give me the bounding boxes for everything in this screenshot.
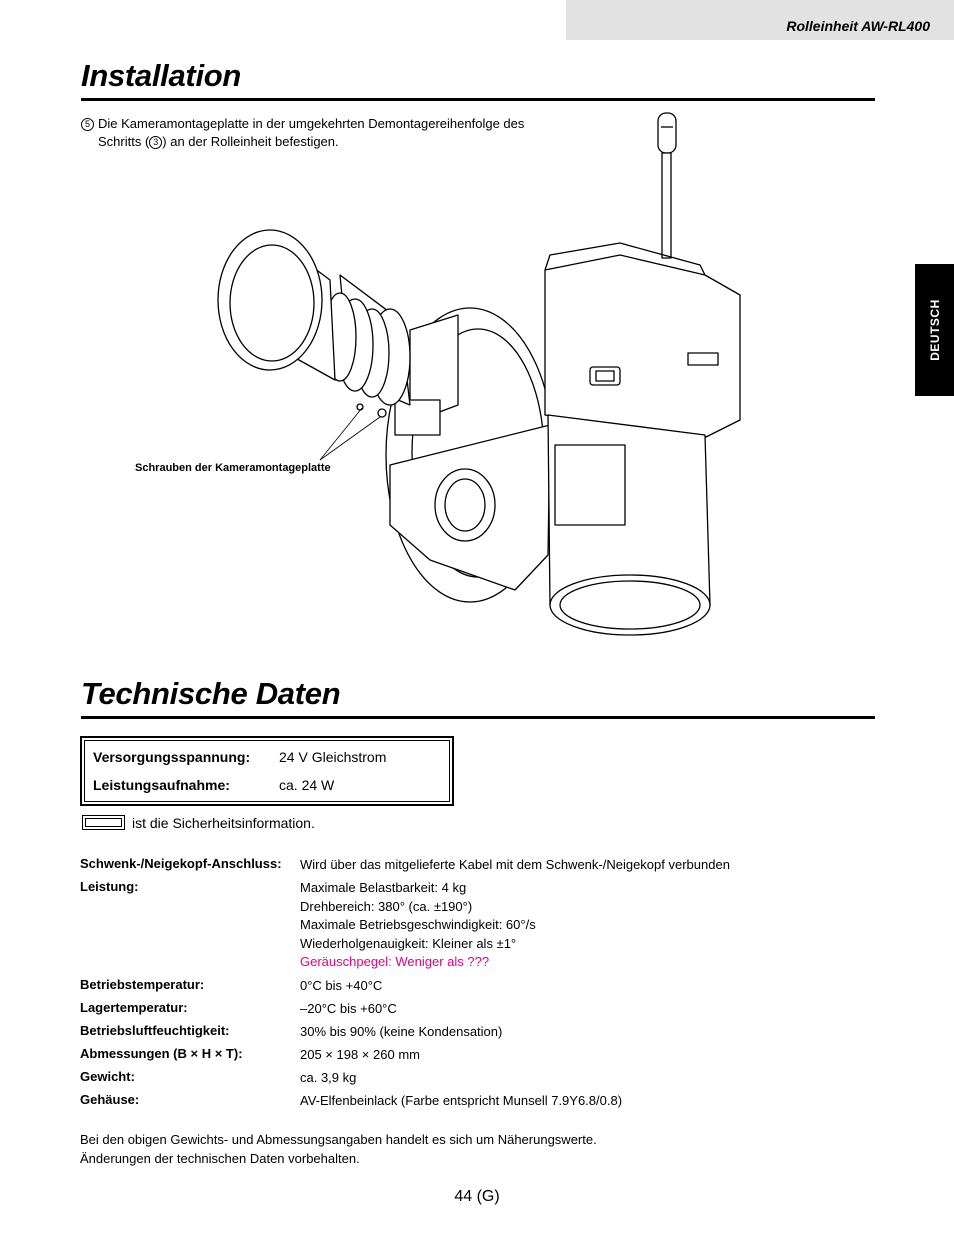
step-text-2a: Schritts ( bbox=[98, 134, 150, 149]
spec-row bbox=[80, 856, 880, 879]
screw-callout-label: Schrauben der Kameramontageplatte bbox=[135, 462, 331, 474]
technical-data-heading: Technische Daten bbox=[81, 676, 341, 711]
installation-heading: Installation bbox=[81, 58, 242, 93]
safety-label: Leistungsaufnahme: bbox=[93, 777, 230, 793]
spec-value: Drehbereich: 380° (ca. ±190°) bbox=[300, 898, 473, 914]
safety-row-voltage bbox=[93, 749, 387, 765]
spec-label: Gehäuse: bbox=[80, 1092, 140, 1107]
safety-info-box bbox=[80, 736, 454, 806]
spec-value: Wird über das mitgelieferte Kabel mit dem Schwenk-/Neigekopf verbunden bbox=[300, 857, 730, 872]
spec-value: ca. 3,9 kg bbox=[300, 1070, 357, 1085]
spec-list bbox=[80, 856, 880, 1115]
spec-row bbox=[80, 977, 880, 1000]
spec-value: –20°C bis +60°C bbox=[300, 1001, 397, 1016]
legend-text: ist die Sicherheitsinformation. bbox=[132, 815, 315, 831]
language-tab-label: DEUTSCH bbox=[927, 299, 942, 361]
spec-label: Betriebsluftfeuchtigkeit: bbox=[80, 1023, 230, 1038]
spec-value: 30% bis 90% (keine Kondensation) bbox=[300, 1024, 503, 1039]
spec-label: Gewicht: bbox=[80, 1069, 135, 1084]
step-reference: 3 bbox=[149, 136, 162, 149]
safety-value: ca. 24 W bbox=[279, 777, 335, 793]
spec-row bbox=[80, 879, 880, 977]
technical-data-rule bbox=[81, 716, 875, 719]
legend-box-icon bbox=[82, 815, 125, 830]
spec-label: Schwenk-/Neigekopf-Anschluss: bbox=[80, 856, 282, 871]
safety-row-power bbox=[93, 777, 335, 793]
spec-row bbox=[80, 1046, 880, 1069]
spec-value: 205 × 198 × 260 mm bbox=[300, 1047, 420, 1062]
spec-value-highlight: Geräuschpegel: Weniger als ??? bbox=[300, 954, 490, 970]
step-number: 5 bbox=[81, 118, 94, 131]
roll-unit-illustration bbox=[200, 105, 760, 650]
spec-label: Abmessungen (B × H × T): bbox=[80, 1046, 243, 1061]
spec-label: Lagertemperatur: bbox=[80, 1000, 188, 1015]
spec-row bbox=[80, 1000, 880, 1023]
spec-label: Leistung: bbox=[80, 879, 139, 894]
page-number: 44 (G) bbox=[454, 1188, 500, 1205]
spec-row bbox=[80, 1092, 880, 1115]
safety-legend bbox=[82, 815, 315, 831]
spec-row bbox=[80, 1023, 880, 1046]
spec-value: Maximale Betriebsgeschwindigkeit: 60°/s bbox=[300, 917, 536, 933]
spec-value: 0°C bis +40°C bbox=[300, 978, 383, 993]
installation-rule bbox=[81, 98, 875, 101]
safety-value: 24 V Gleichstrom bbox=[279, 749, 387, 765]
spec-value: Wiederholgenauigkeit: Kleiner als ±1° bbox=[300, 935, 517, 951]
header-title: Rolleinheit AW-RL400 bbox=[786, 18, 930, 34]
spec-value: Maximale Belastbarkeit: 4 kg bbox=[300, 880, 467, 895]
step-text-1: Die Kameramontageplatte in der umgekehrten Demontagereihenfolge des bbox=[98, 116, 525, 131]
step-text-2b: ) an der Rolleinheit befestigen. bbox=[162, 134, 339, 149]
footnote-line-1: Bei den obigen Gewichts- und Abmessungsangaben handelt es sich um Näherungswerte. bbox=[80, 1132, 597, 1147]
spec-value: AV-Elfenbeinlack (Farbe entspricht Munsell 7.9Y6.8/0.8) bbox=[300, 1093, 623, 1108]
footnote bbox=[80, 1130, 597, 1168]
spec-label: Betriebstemperatur: bbox=[80, 977, 205, 992]
footnote-line-2: Änderungen der technischen Daten vorbehalten. bbox=[80, 1151, 360, 1166]
spec-row bbox=[80, 1069, 880, 1092]
language-tab bbox=[915, 264, 954, 396]
safety-label: Versorgungsspannung: bbox=[93, 749, 251, 765]
